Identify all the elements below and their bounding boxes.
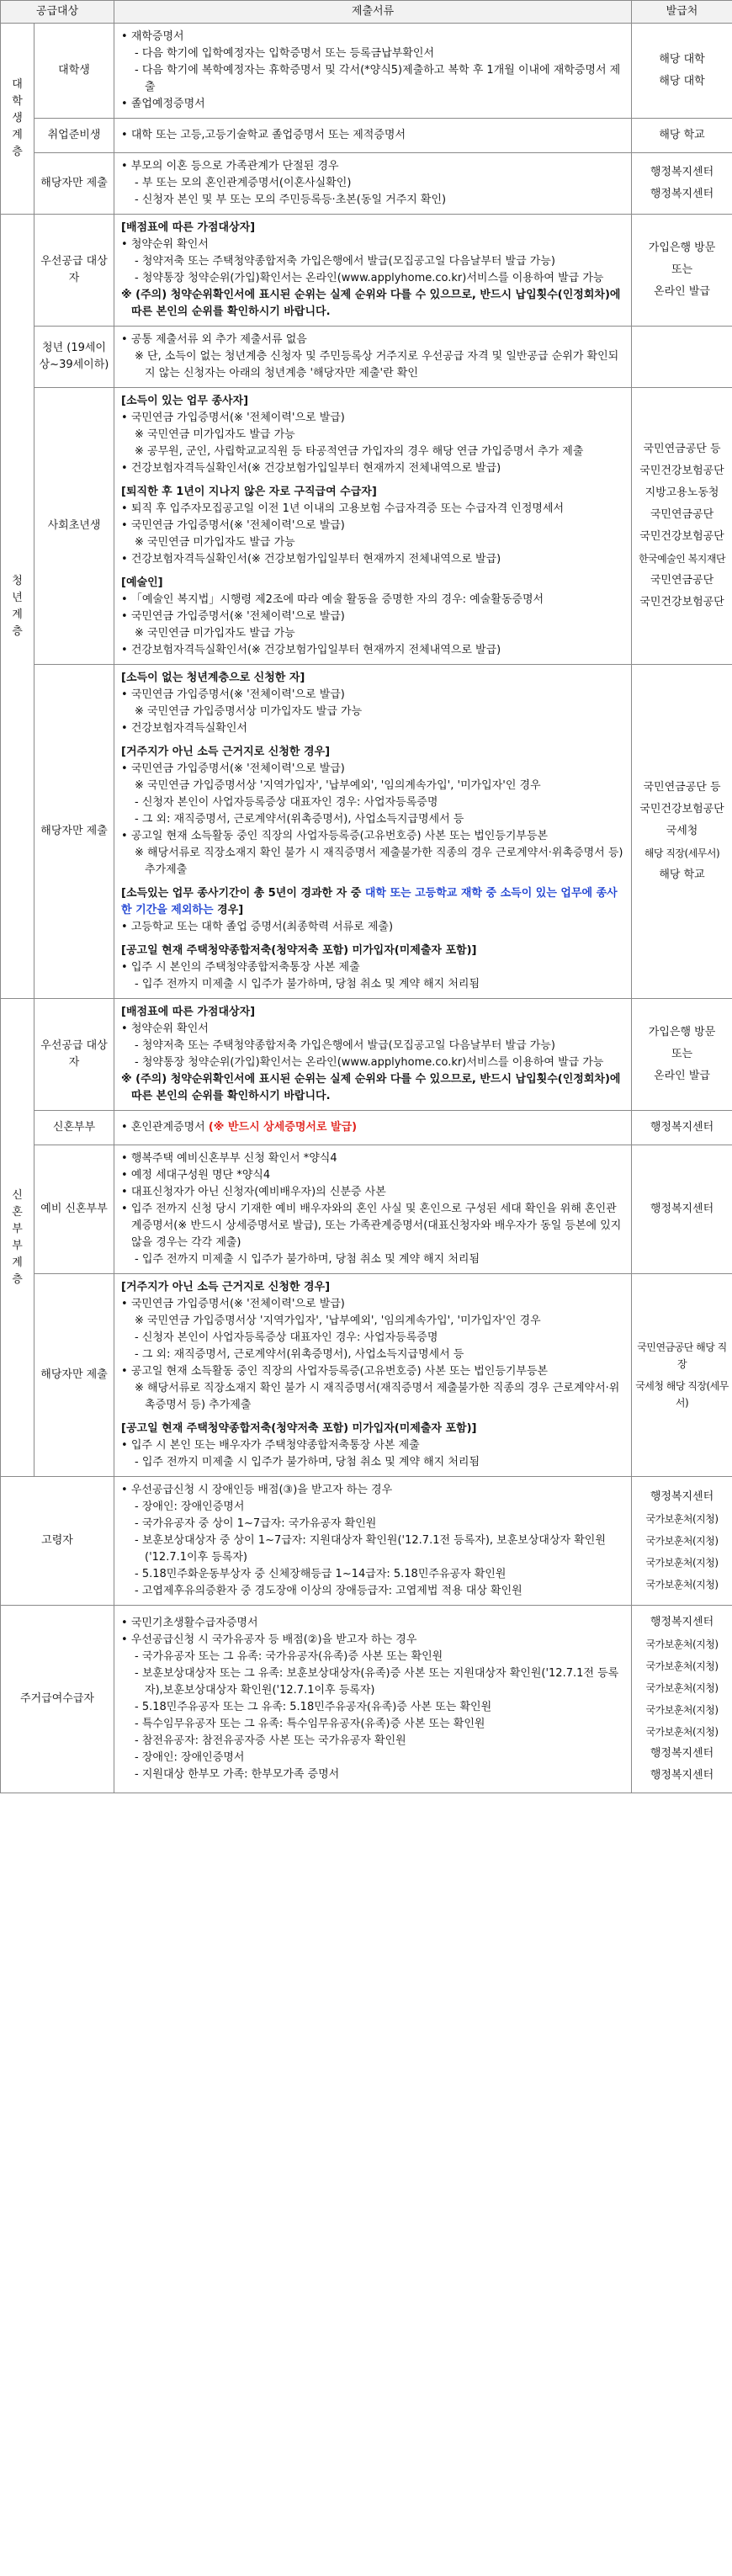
doc-section [121, 885, 624, 936]
doc-section [121, 1119, 624, 1136]
table-row [1, 327, 732, 388]
section-heading: [배점표에 따른 가점대상자] [121, 1006, 256, 1018]
doc-line: - 입주 전까지 미제출 시 입주가 불가하며, 당첨 취소 및 계약 해지 처리됨 [135, 978, 480, 991]
table-row [1, 119, 732, 153]
group-label: 고령자 [1, 1477, 114, 1606]
section-heading: [공고일 현재 주택청약종합저축(청약저축 포함) 미가입자(미제출자 포함)] [121, 944, 477, 957]
group-label: 주거급여수급자 [1, 1606, 114, 1793]
issuer-name: 행정복지센터 [650, 1121, 714, 1134]
doc-line: • 「예술인 복지법」시행령 제2조에 따라 예술 활동을 증명한 자의 경우: 예술활동증명서 [121, 593, 544, 606]
doc-line: - 부 또는 모의 혼인관계증명서(이혼사실확인) [135, 177, 352, 189]
doc-line: - 그 외: 재직증명서, 근로계약서(위촉증명서), 사업소득지급명세서 등 [135, 813, 464, 826]
issuer-name: 해당 대학 [659, 75, 705, 88]
doc-line: • 대표신청자가 아닌 신청자(예비배우자)의 신분증 사본 [121, 1186, 386, 1198]
issuer-name: 행정복지센터 [650, 1616, 714, 1628]
group-label: 대학생계층 [1, 24, 34, 215]
group-label: 청년계층 [1, 215, 34, 999]
table-row [1, 1477, 732, 1606]
doc-line: • 국민연금 가입증명서(※ '전체이력'으로 발급) [121, 762, 345, 775]
doc-section [121, 393, 624, 477]
doc-line: - 그 외: 재직증명서, 근로계약서(위촉증명서), 사업소득지급명세서 등 [135, 1348, 464, 1361]
issuer-name: 행정복지센터 [650, 166, 714, 178]
issuer-name: 한국예술인 복지재단 [638, 553, 726, 565]
doc-line: - 장애인: 장애인증명서 [135, 1751, 245, 1764]
doc-line: • 공통 제출서류 외 추가 제출서류 없음 [121, 333, 307, 346]
issuer-name: 국가보훈처(지청) [645, 1682, 719, 1694]
doc-section [121, 1150, 624, 1268]
issuer-cell [632, 665, 732, 999]
doc-line: - 장애인: 장애인증명서 [135, 1500, 245, 1513]
doc-line: - 참전유공자: 참전유공자증 사본 또는 국가유공자 확인원 [135, 1734, 406, 1747]
doc-line: • 공고일 현재 소득활동 중인 직장의 사업자등록증(고유번호증) 사본 또는 법인등기부등본 [121, 830, 549, 842]
issuer-cell [632, 1606, 732, 1793]
doc-line: ※ 해당서류로 직장소재지 확인 불가 시 재직증명서(재직증명서 제출불가한 직종의 경우 근로계약서·위촉증명서 등) 추가제출 [135, 1382, 620, 1411]
issuer-cell [632, 1274, 732, 1477]
documents-cell [114, 999, 632, 1111]
documents-cell [114, 1111, 632, 1145]
doc-section [121, 332, 624, 382]
doc-line: - 청약통장 청약순위(가입)확인서는 온라인(www.applyhome.co.kr)서비스를 이용하여 발급 가능 [135, 272, 604, 284]
doc-line: • 청약순위 확인서 [121, 1022, 209, 1035]
doc-section [121, 29, 624, 113]
table-row [1, 999, 732, 1111]
issuer-cell [632, 327, 732, 388]
row-type: 해당자만 제출 [34, 665, 114, 999]
doc-line: • 국민연금 가입증명서(※ '전체이력'으로 발급) [121, 412, 345, 424]
issuer-name: 국가보훈처(지청) [645, 1513, 719, 1525]
doc-line: ※ 국민연금 가입증명서상 '지역가입자', '납부예외', '임의계속가입', '미가입자'인 경우 [135, 779, 541, 792]
issuer-name: 행정복지센터 [650, 1747, 714, 1760]
doc-line: • 우선공급신청 시 국가유공자 등 배점(②)을 받고자 하는 경우 [121, 1633, 417, 1646]
documents-cell [114, 327, 632, 388]
doc-line: ※ 국민연금 가입증명서상 '지역가입자', '납부예외', '임의계속가입', '미가입자'인 경우 [135, 1315, 541, 1327]
section-heading: [소득이 없는 청년계층으로 신청한 자] [121, 672, 305, 684]
issuer-name: 온라인 발급 [654, 285, 710, 298]
table-row [1, 1145, 732, 1274]
doc-section [121, 1004, 624, 1105]
table-row [1, 215, 732, 327]
doc-line: - 청약저축 또는 주택청약종합저축 가입은행에서 발급(모집공고일 다음날부터 발급 가능) [135, 1039, 555, 1052]
issuer-name: 국민연금공단 등 [643, 781, 721, 794]
documents-cell [114, 1274, 632, 1477]
section-heading: [배점표에 따른 가점대상자] [121, 221, 256, 234]
issuer-name: 국가보훈처(지청) [645, 1639, 719, 1650]
doc-line: ※ 단, 소득이 없는 청년계층 신청자 및 주민등록상 거주지로 우선공급 자격 및 일반공급 순위가 확인되지 않는 신청자는 아래의 청년계층 '해당자만 제출'란 확인 [135, 350, 619, 380]
doc-line: - 청약저축 또는 주택청약종합저축 가입은행에서 발급(모집공고일 다음날부터 발급 가능) [135, 255, 555, 268]
doc-line: • 국민기초생활수급자증명서 [121, 1617, 258, 1629]
doc-line: - 입주 전까지 미제출 시 입주가 불가하며, 당첨 취소 및 계약 해지 처리됨 [135, 1456, 480, 1469]
doc-line: - 신청자 본인이 사업자등록증상 대표자인 경우: 사업자등록증명 [135, 796, 438, 809]
issuer-cell [632, 24, 732, 119]
doc-line: ※ (주의) 청약순위확인서에 표시된 순위는 실제 순위와 다를 수 있으므로, 반드시 납입횟수(인정회차)에 따른 본인의 순위를 확인하시기 바랍니다. [121, 1073, 621, 1102]
issuer-cell [632, 1145, 732, 1274]
issuer-name: 온라인 발급 [654, 1070, 710, 1082]
issuer-name: 국세청 해당 직장(세무서) [635, 1380, 729, 1409]
doc-line-text: • 혼인관계증명서 [121, 1121, 209, 1134]
table-row [1, 1274, 732, 1477]
issuer-name: 국민건강보험공단 [639, 530, 724, 543]
doc-line: • 예정 세대구성원 명단 *양식4 [121, 1169, 271, 1182]
row-type: 예비 신혼부부 [34, 1145, 114, 1274]
issuer-name: 국가보훈처(지청) [645, 1535, 719, 1547]
section-heading: [소득있는 업무 종사기간이 총 5년이 경과한 자 중 대학 또는 고등학교 재학 중 소득이 있는 업무에 종사한 기간을 제외하는 경우] [121, 887, 618, 916]
issuer-name: 해당 직장(세무서) [644, 847, 720, 859]
issuer-cell [632, 119, 732, 153]
issuer-name: 해당 학교 [659, 129, 705, 141]
issuer-cell [632, 153, 732, 215]
doc-line: ※ 국민연금 미가입자도 발급 가능 [135, 627, 295, 640]
section-heading: [공고일 현재 주택청약종합저축(청약저축 포함) 미가입자(미제출자 포함)] [121, 1422, 477, 1435]
issuer-name: 국가보훈처(지청) [645, 1557, 719, 1569]
issuer-cell [632, 215, 732, 327]
doc-line: - 고엽제후유의증환자 중 경도장애 이상의 장애등급자: 고엽제법 적용 대상 확인원 [135, 1585, 522, 1597]
documents-cell [114, 1477, 632, 1606]
doc-line: - 보훈보상대상자 중 상이 1~7급자: 지원대상자 확인원('12.7.1전 등록자), 보훈보상대상자 확인원('12.7.1이후 등록자) [135, 1534, 606, 1564]
doc-line: • 공고일 현재 소득활동 중인 직장의 사업자등록증(고유번호증) 사본 또는 법인등기부등본 [121, 1365, 549, 1378]
issuer-name: 국세청 [666, 825, 698, 837]
doc-section [121, 943, 624, 993]
issuer-name: 국민건강보험공단 [639, 803, 724, 815]
doc-section [121, 158, 624, 209]
doc-line: • 부모의 이혼 등으로 가족관계가 단절된 경우 [121, 160, 339, 173]
doc-line: • 입주 시 본인 또는 배우자가 주택청약종합저축통장 사본 제출 [121, 1439, 420, 1452]
doc-line: • 국민연금 가입증명서(※ '전체이력'으로 발급) [121, 519, 345, 532]
table-header-row [1, 1, 732, 24]
issuer-cell [632, 388, 732, 665]
section-heading: [거주지가 아닌 소득 근거지로 신청한 경우] [121, 746, 331, 758]
doc-line: • 우선공급신청 시 장애인등 배점(③)을 받고자 하는 경우 [121, 1484, 393, 1496]
doc-line: - 신청자 본인 및 부 또는 모의 주민등록등·초본(동일 거주지 확인) [135, 194, 447, 206]
doc-line: • 행복주택 예비신혼부부 신청 확인서 *양식4 [121, 1152, 337, 1165]
doc-line: • 고등학교 또는 대학 졸업 증명서(최종학력 서류로 제출) [121, 921, 394, 933]
table-row [1, 665, 732, 999]
documents-cell [114, 1606, 632, 1793]
issuer-cell [632, 999, 732, 1111]
header-docs: 제출서류 [114, 1, 632, 24]
issuer-name: 해당 학교 [659, 868, 705, 881]
documents-cell [114, 24, 632, 119]
doc-section [121, 744, 624, 879]
section-heading: [거주지가 아닌 소득 근거지로 신청한 경우] [121, 1281, 331, 1293]
issuer-name: 국민연금공단 [650, 508, 714, 521]
documents-cell [114, 153, 632, 215]
doc-section [121, 575, 624, 659]
issuer-name: 행정복지센터 [650, 1490, 714, 1503]
issuer-name: 가입은행 방문 [648, 242, 716, 254]
doc-line: - 보훈보상대상자 또는 그 유족: 보훈보상대상자(유족)증 사본 또는 지원대상자 확인원('12.7.1전 등록자),보훈보상대상자 확인원('12.7.1이후 등록자) [135, 1667, 619, 1697]
table-row [1, 388, 732, 665]
doc-line: • 건강보험자격득실확인서 [121, 722, 247, 735]
doc-line: ※ 국민연금 미가입자도 발급 가능 [135, 536, 295, 549]
issuer-name: 국민연금공단 해당 직장 [637, 1341, 727, 1370]
section-heading: [소득이 있는 업무 종사자] [121, 395, 249, 407]
highlight-text: 대학 또는 고등학교 재학 중 소득이 있는 업무에 종사한 기간을 제외하는 [121, 887, 618, 916]
table-row [1, 1606, 732, 1793]
header-group: 공급대상 [1, 1, 114, 24]
table-row [1, 24, 732, 119]
issuer-cell [632, 1111, 732, 1145]
doc-line: - 다음 학기에 복학예정자는 휴학증명서 및 각서(*양식5)제출하고 복학 후 1개월 이내에 재학증명서 제출 [135, 64, 621, 93]
doc-line: ※ (주의) 청약순위확인서에 표시된 순위는 실제 순위와 다를 수 있으므로, 반드시 납입횟수(인정회차)에 따른 본인의 순위를 확인하시기 바랍니다. [121, 289, 621, 318]
doc-line: • 건강보험자격득실확인서(※ 건강보험가입일부터 현재까지 전체내역으로 발급) [121, 553, 501, 566]
doc-line: • 청약순위 확인서 [121, 238, 209, 251]
row-type: 청년 (19세이상~39세이하) [34, 327, 114, 388]
doc-line: • 졸업예정증명서 [121, 98, 205, 110]
doc-line: • 국민연금 가입증명서(※ '전체이력'으로 발급) [121, 1298, 345, 1310]
documents-cell [114, 388, 632, 665]
doc-section [121, 1482, 624, 1600]
issuer-name: 국가보훈처(지청) [645, 1660, 719, 1672]
doc-line: • 퇴직 후 입주자모집공고일 이전 1년 이내의 고용보험 수급자격증 또는 수급자격 인정명세서 [121, 502, 565, 515]
issuer-name: 행정복지센터 [650, 1769, 714, 1782]
doc-line: - 5.18민주유공자 또는 그 유족: 5.18민주유공자(유족)증 사본 또는 확인원 [135, 1701, 492, 1713]
doc-line: - 청약통장 청약순위(가입)확인서는 온라인(www.applyhome.co.kr)서비스를 이용하여 발급 가능 [135, 1056, 604, 1069]
issuer-name: 또는 [671, 263, 693, 276]
doc-line: - 5.18민주화운동부상자 중 신체장해등급 1~14급자: 5.18민주유공자 확인원 [135, 1568, 507, 1580]
issuer-name: 국가보훈처(지청) [645, 1704, 719, 1716]
documents-cell [114, 665, 632, 999]
table-body [1, 24, 732, 1793]
doc-section [121, 1421, 624, 1471]
doc-line: • 대학 또는 고등,고등기술학교 졸업증명서 또는 제적증명서 [121, 129, 406, 141]
doc-line [121, 1119, 624, 1136]
row-type: 우선공급 대상자 [34, 999, 114, 1111]
issuer-name: 국민건강보험공단 [639, 596, 724, 608]
section-heading: [퇴직한 후 1년이 지나지 않은 자로 구직급여 수급자] [121, 486, 377, 498]
doc-line: ※ 국민연금 가입증명서상 미가입자도 발급 가능 [135, 705, 363, 718]
row-type: 신혼부부 [34, 1111, 114, 1145]
doc-section [121, 127, 624, 144]
documents-cell [114, 215, 632, 327]
doc-line: • 건강보험자격득실확인서(※ 건강보험가입일부터 현재까지 전체내역으로 발급) [121, 644, 501, 656]
documents-cell [114, 1145, 632, 1274]
issuer-name: 국민연금공단 [650, 574, 714, 587]
doc-line: • 국민연금 가입증명서(※ '전체이력'으로 발급) [121, 610, 345, 623]
doc-section [121, 1279, 624, 1414]
doc-line: - 다음 학기에 입학예정자는 입학증명서 또는 등록금납부확인서 [135, 47, 435, 60]
doc-line: - 국가유공자 중 상이 1~7급자: 국가유공자 확인원 [135, 1517, 377, 1530]
row-type: 취업준비생 [34, 119, 114, 153]
doc-line: ※ 공무원, 군인, 사립학교교직원 등 타공적연금 가입자의 경우 해당 연금 가입증명서 추가 제출 [135, 445, 584, 458]
row-type: 해당자만 제출 [34, 153, 114, 215]
emphasis-note: (※ 반드시 상세증명서로 발급) [208, 1121, 358, 1134]
issuer-name: 행정복지센터 [650, 1203, 714, 1215]
issuer-name: 국가보훈처(지청) [645, 1579, 719, 1591]
issuer-name: 지방고용노동청 [644, 486, 719, 499]
doc-line: - 특수임무유공자 또는 그 유족: 특수임무유공자(유족)증 사본 또는 확인원 [135, 1718, 485, 1730]
doc-section [121, 670, 624, 737]
issuer-name: 해당 대학 [659, 53, 705, 66]
doc-line: - 신청자 본인이 사업자등록증상 대표자인 경우: 사업자등록증명 [135, 1331, 438, 1344]
doc-line: - 지원대상 한부모 가족: 한부모가족 증명서 [135, 1768, 340, 1781]
doc-section [121, 220, 624, 321]
row-type: 해당자만 제출 [34, 1274, 114, 1477]
issuer-cell [632, 1477, 732, 1606]
doc-line: • 입주 전까지 신청 당시 기재한 예비 배우자와의 혼인 사실 및 혼인으로 구성된 세대 확인을 위해 혼인관계증명서(※ 반드시 상세증명서로 발급), 또는 가족관계증명서(대표신청자와 배우자가 동일 등본에 있지 않을 경우는 각각 제출) [121, 1203, 622, 1249]
documents-cell [114, 119, 632, 153]
issuer-name: 국가보훈처(지청) [645, 1726, 719, 1738]
issuer-name: 행정복지센터 [650, 188, 714, 200]
doc-line: • 국민연금 가입증명서(※ '전체이력'으로 발급) [121, 688, 345, 701]
doc-line: ※ 국민연금 미가입자도 발급 가능 [135, 428, 295, 441]
doc-line: - 입주 전까지 미제출 시 입주가 불가하며, 당첨 취소 및 계약 해지 처리됨 [135, 1253, 480, 1266]
table-row [1, 1111, 732, 1145]
issuer-name: 국민건강보험공단 [639, 465, 724, 477]
row-type: 사회초년생 [34, 388, 114, 665]
doc-section [121, 1615, 624, 1783]
section-heading: [예술인] [121, 576, 163, 589]
row-type: 우선공급 대상자 [34, 215, 114, 327]
group-label: 신혼부부계층 [1, 999, 34, 1477]
issuer-name: 가입은행 방문 [648, 1026, 716, 1038]
header-issuer: 발급처 [632, 1, 732, 24]
row-type: 대학생 [34, 24, 114, 119]
doc-section [121, 484, 624, 568]
issuer-name: 국민연금공단 등 [643, 443, 721, 455]
doc-line: • 입주 시 본인의 주택청약종합저축통장 사본 제출 [121, 961, 360, 974]
doc-line: • 재학증명서 [121, 30, 184, 43]
issuer-name: 또는 [671, 1048, 693, 1060]
table-row [1, 153, 732, 215]
doc-line: ※ 해당서류로 직장소재지 확인 불가 시 재직증명서 제출불가한 직종의 경우 근로계약서·위촉증명서 등) 추가제출 [135, 847, 623, 876]
doc-line: - 국가유공자 또는 그 유족: 국가유공자(유족)증 사본 또는 확인원 [135, 1650, 443, 1663]
doc-line: • 건강보험자격득실확인서(※ 건강보험가입일부터 현재까지 전체내역으로 발급) [121, 462, 501, 475]
